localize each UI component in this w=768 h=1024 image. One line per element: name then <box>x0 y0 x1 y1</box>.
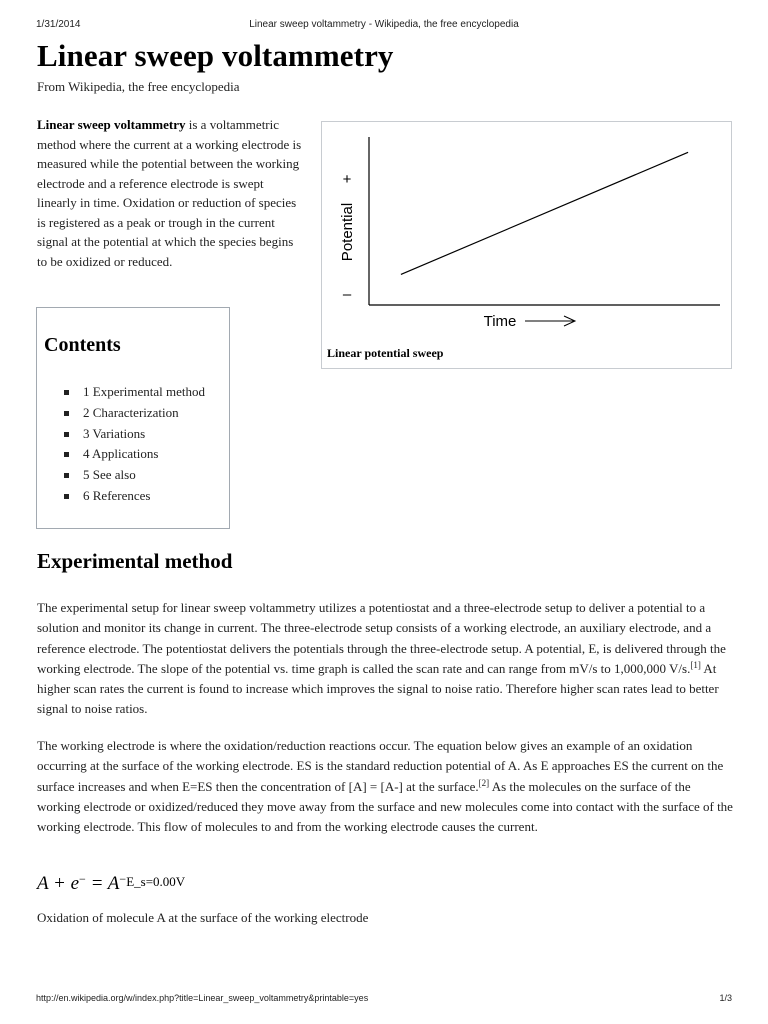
toc-title: Contents <box>44 334 121 356</box>
y-minus-label: – <box>342 286 352 303</box>
toc-item[interactable] <box>61 465 205 486</box>
print-footer <box>36 993 732 1005</box>
print-page-title: Linear sweep voltammetry - Wikipedia, the free encyclopedia <box>249 19 519 30</box>
bullet-icon <box>64 494 69 499</box>
toc-list <box>61 382 205 507</box>
toc-item-label[interactable]: 4 Applications <box>83 446 159 462</box>
intro-bold-term: Linear sweep voltammetry <box>37 117 186 132</box>
toc-item-label[interactable]: 6 References <box>83 487 151 503</box>
section-heading-experimental-method: Experimental method <box>37 549 233 573</box>
potential-time-chart <box>322 122 731 342</box>
citation-link[interactable]: [2] <box>478 777 490 788</box>
bullet-icon <box>64 473 69 478</box>
toc-item[interactable] <box>61 424 205 445</box>
equation-rhs: = A <box>85 873 120 894</box>
bullet-icon <box>64 390 69 395</box>
toc-item[interactable] <box>61 444 205 465</box>
equation-superscript: − <box>119 872 127 886</box>
paragraph-text: The experimental setup for linear sweep voltammetry utilizes a potentiostat and a three-electrode setup to deliver a potential to a solution and monitor its change in current. The three-electrode setup consists of a working electrode, an auxiliary electrode, and a reference electrode. The potentiostat delivers the potentials through the three-electrode setup. A potential, E, is delivered through the working electrode. The slope of the potential vs. time graph is called the scan rate and can range from mV/s to 1,000,000 V/s. <box>37 600 726 676</box>
body-paragraph <box>37 736 733 837</box>
bullet-icon <box>64 432 69 437</box>
body-paragraph <box>37 598 733 720</box>
footer-url: http://en.wikipedia.org/w/index.php?title=Linear_sweep_voltammetry&printable=yes <box>36 993 369 1003</box>
citation-link[interactable]: [1] <box>690 659 701 670</box>
article-title: Linear sweep voltammetry <box>37 38 394 73</box>
equation-lhs: A + e <box>37 873 80 894</box>
toc-item[interactable] <box>61 403 205 424</box>
toc-item-label[interactable]: 5 See also <box>83 467 136 483</box>
intro-paragraph <box>37 115 303 271</box>
toc-item-label[interactable]: 1 Experimental method <box>83 384 206 399</box>
article-source: From Wikipedia, the free encyclopedia <box>37 79 240 94</box>
toc-item-label[interactable]: 2 Characterization <box>83 404 179 420</box>
bullet-icon <box>64 452 69 457</box>
toc-item-label[interactable]: 3 Variations <box>83 425 146 441</box>
x-axis-label: Time <box>483 313 517 330</box>
page-number: 1/3 <box>719 993 732 1003</box>
print-date: 1/31/2014 <box>36 19 81 30</box>
y-axis-label: Potential <box>339 202 356 262</box>
paragraph-text: As the molecules on the surface of the working electrode or oxidized/reduced they move away from the surface and new molecules come into contact with the surface of the working electrode. This flow of molecules to and from the working electrode causes the current. <box>37 778 733 835</box>
toc-item[interactable] <box>61 382 205 403</box>
equation-caption: Oxidation of molecule A at the surface of the working electrode <box>37 910 369 925</box>
bullet-icon <box>64 411 69 416</box>
figure-thumbnail[interactable] <box>321 121 732 369</box>
equation-superscript: − <box>79 872 86 886</box>
y-plus-label: + <box>342 171 352 188</box>
series-line-potential <box>401 152 688 274</box>
toc-item[interactable] <box>61 486 205 507</box>
oxidation-equation <box>37 872 185 895</box>
paragraph-text: The working electrode is where the oxidation/reduction reactions occur. The equation below gives an example of an oxidation occurring at the surface of the working electrode. ES is the standard reduction potential of A. As E approaches ES the current on the surface increases and when E=ES then the concentration of [A] = [A-] at the surface. <box>37 738 724 794</box>
print-header <box>36 19 732 31</box>
paragraph-text: At higher scan rates the current is found to increase which improves the signal to noise ratio. Therefore higher scan rates lead to better signal to noise ratios. <box>37 660 719 717</box>
table-of-contents <box>36 307 230 529</box>
equation-potential: E_s=0.00V <box>126 874 186 889</box>
figure-caption: Linear potential sweep <box>327 346 444 360</box>
intro-text: is a voltammetric method where the current at a working electrode is measured while the potential between the working electrode and a reference electrode is swept linearly in time. Oxidation or reduction of species is registered as a peak or trough in the current signal at the potential at which the species begins to be oxidized or reduced. <box>37 117 302 269</box>
